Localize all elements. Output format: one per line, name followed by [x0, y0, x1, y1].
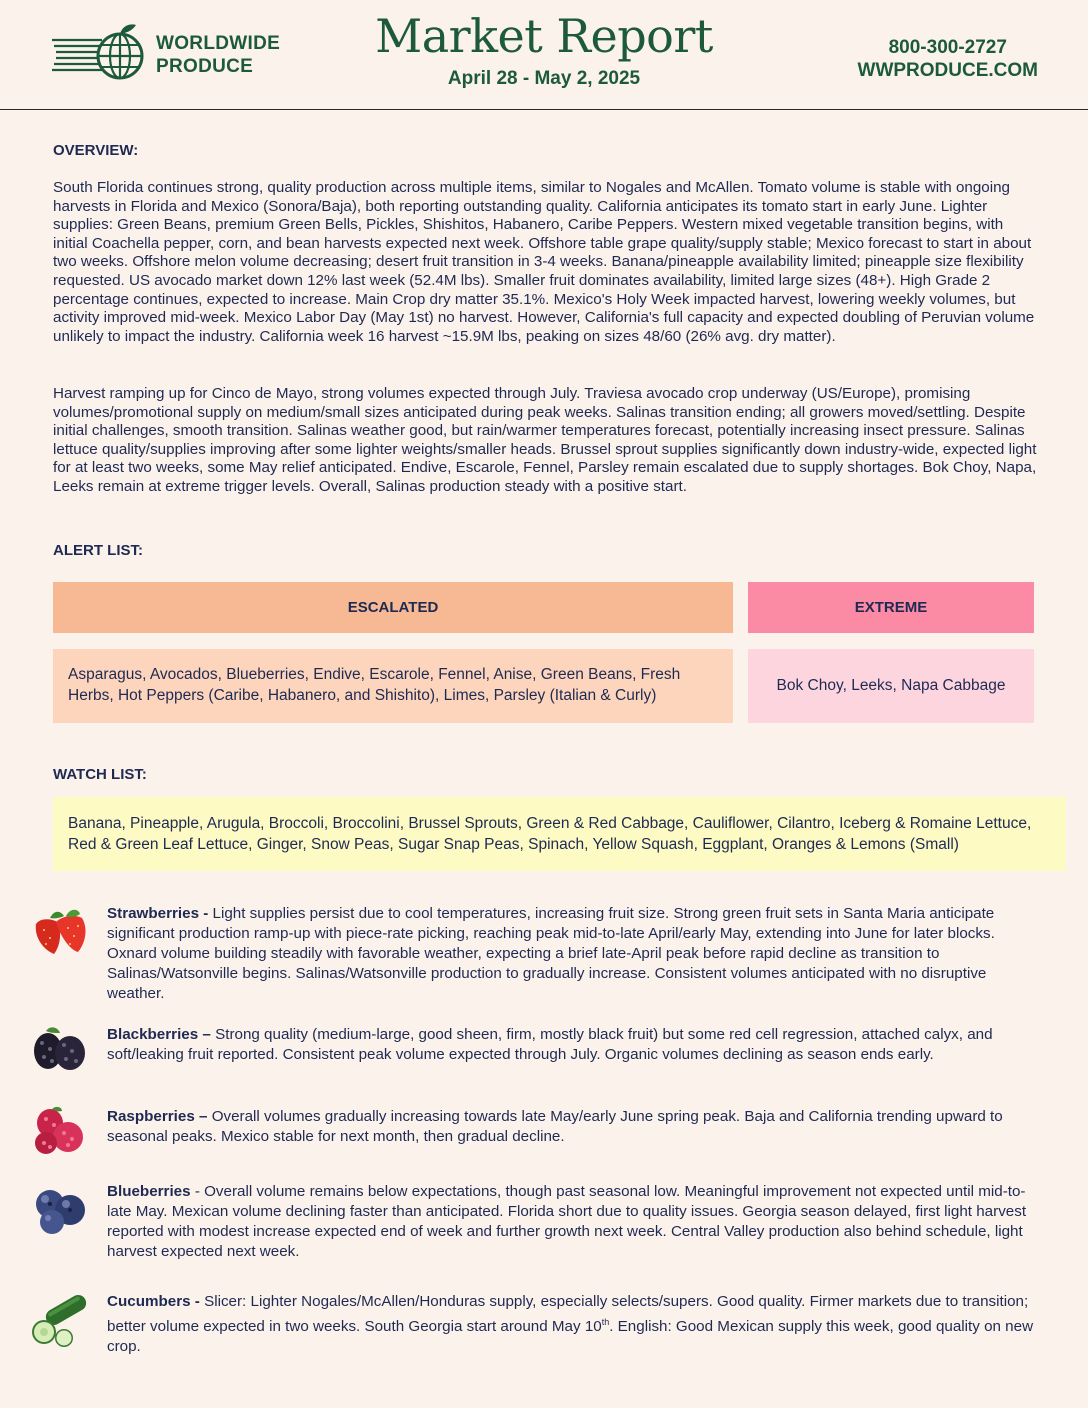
company-logo [50, 22, 300, 84]
phone-number: 800-300-2727 [888, 37, 1007, 58]
commodity-name: Blueberries [107, 1183, 191, 1200]
brand-line-2: PRODUCE [156, 56, 254, 77]
extreme-header: EXTREME [748, 582, 1034, 633]
extreme-items: Bok Choy, Leeks, Napa Cabbage [748, 649, 1034, 723]
commodity-description: Overall volumes gradually increasing towards late May/early June spring peak. Baja and California trending upward to seasonal peaks. Mexico stable for next month, then gradual decline. [107, 1108, 1003, 1145]
commodity-description-part-2: . English: Good Mexican supply this week, good quality on new crop. [107, 1318, 1034, 1356]
escalated-header: ESCALATED [53, 582, 733, 633]
overview-paragraph-2: Harvest ramping up for Cinco de Mayo, strong volumes expected through July. Traviesa avocado crop underway (US/Europe), promising volumes/promotional supply on medium/small sizes anticipated during peak weeks. Salinas transition ending; all growers moved/settling. Despite initial challenges, smooth transition. Salinas weather good, but rain/warmer temperatures forecast, potentially increasing insect pressure. Salinas lettuce quality/supplies improving after some lighter weights/smaller heads. Brussel sprout supplies significantly down industry-wide, expected light for at least two weeks, some May relief anticipated. Endive, Escarole, Fennel, Parsley remain escalated due to supply shortages. Bok Choy, Napa, Leeks remain at extreme trigger levels. Overall, Salinas production steady with a positive start. [53, 385, 1037, 495]
brand-name [156, 32, 280, 78]
brand-line-1: WORLDWIDE [156, 33, 281, 54]
commodity-description: Light supplies persist due to cool temperatures, increasing fruit size. Strong green fruit sets in Santa Maria anticipate significant production ramp-up with piece-rate picking, reaching peak mid-to-late April/early May, extending into June for later blocks. Oxnard volume building steadily with favorable weather, expecting a brief late-April peak before rapid decline as transition to Salinas/Watsonville begins. Salinas/Watsonville production to gradually increase. Consistent volumes anticipated with no disruptive weather. [107, 905, 995, 1002]
commodity-description: Strong quality (medium-large, good sheen, firm, mostly black fruit) but some red cell regression, attached calyx, and soft/leaking fruit reported. Consistent peak volume expected through July. Organic volumes declining as season ends early. [107, 1026, 993, 1063]
contact-info [858, 36, 1038, 82]
report-header [0, 0, 1088, 110]
commodity-name: Cucumbers - [107, 1293, 200, 1310]
title-block [344, 6, 744, 90]
report-dates: April 28 - May 2, 2025 [447, 68, 641, 89]
escalated-items: Asparagus, Avocados, Blueberries, Endive, Escarole, Fennel, Anise, Green Beans, Fresh Herbs, Hot Peppers (Caribe, Habanero, and Shishito), Limes, Parsley (Italian & Curly) [53, 649, 733, 723]
commodity-text [107, 1025, 1037, 1065]
commodity-text [107, 1107, 1037, 1147]
cucumber-icon [30, 1294, 88, 1348]
blackberry-icon [30, 1021, 88, 1075]
globe-logo-icon [50, 22, 150, 84]
page-title: Market Report [375, 9, 713, 63]
overview-paragraph-1: South Florida continues strong, quality production across multiple items, similar to Nogales and McAllen. Tomato volume is stable with ongoing harvests in Florida and Mexico (Sonora/Baja), both reporting outstanding quality. California anticipates its tomato start in early June. Lighter supplies: Green Beans, premium Green Bells, Pickles, Shishitos, Habanero, Caribe Peppers. Western mixed vegetable transition begins, with initial Coachella pepper, corn, and bean harvests expected next week. Offshore table grape quality/supply stable; Mexico forecast to start in about two weeks. Offshore melon volume decreasing; desert fruit transition in 3-4 weeks. Banana/pineapple availability limited; pineapple size flexibility requested. US avocado market down 12% last week (52.4M lbs). Smaller fruit dominates availability, limited large sizes (48+). High Grade 2 percentage continues, expected to increase. Main Crop dry matter 35.1%. Mexico's Holy Week impacted harvest, lowering weekly volumes, but activity improved mid-week. Mexico Labor Day (May 1st) no harvest. However, California's full capacity and expected doubling of Peruvian volume unlikely to impact the industry. California week 16 harvest ~15.9M lbs, peaking on sizes 48/60 (26% avg. dry matter). [53, 179, 1035, 345]
watch-list-items: Banana, Pineapple, Arugula, Broccoli, Broccolini, Brussel Sprouts, Green & Red Cabbage, Cauliflower, Cilantro, Iceberg & Romaine Lettuce, Red & Green Leaf Lettuce, Ginger, Snow Peas, Sugar Snap Peas, Spinach, Yellow Squash, Eggplant, Oranges & Lemons (Small) [53, 797, 1066, 871]
commodity-text [107, 904, 1037, 1004]
commodity-name: Blackberries – [107, 1026, 211, 1043]
website-link[interactable]: WWPRODUCE.COM [857, 60, 1038, 81]
commodity-text [107, 1182, 1037, 1262]
commodity-name: Strawberries - [107, 905, 209, 922]
commodity-text [107, 1292, 1037, 1357]
overview-heading: OVERVIEW: [53, 142, 139, 159]
commodity-description: - Overall volume remains below expectations, though past seasonal low. Meaningful improvement not expected until mid-to-late May. Mexican volume declining faster than anticipated. Florida short due to quality issues. Georgia season delayed, first light harvest reported with modest increase expected end of week and further growth next week. Central Valley production also behind schedule, light harvest expected next week. [107, 1183, 1027, 1260]
blueberry-icon [30, 1182, 88, 1236]
ordinal-suffix: th [601, 1317, 610, 1327]
alert-list-heading: ALERT LIST: [53, 542, 143, 559]
commodity-description-part-1: Slicer: Lighter Nogales/McAllen/Honduras supply, especially selects/supers. Good quality. Firmer markets due to transition; better volume expected in two weeks. South Georgia start around May 10 [107, 1293, 1029, 1336]
commodity-name: Raspberries – [107, 1108, 208, 1125]
strawberry-icon [30, 904, 88, 958]
watch-list-heading: WATCH LIST: [53, 766, 147, 783]
raspberry-icon [30, 1103, 88, 1157]
